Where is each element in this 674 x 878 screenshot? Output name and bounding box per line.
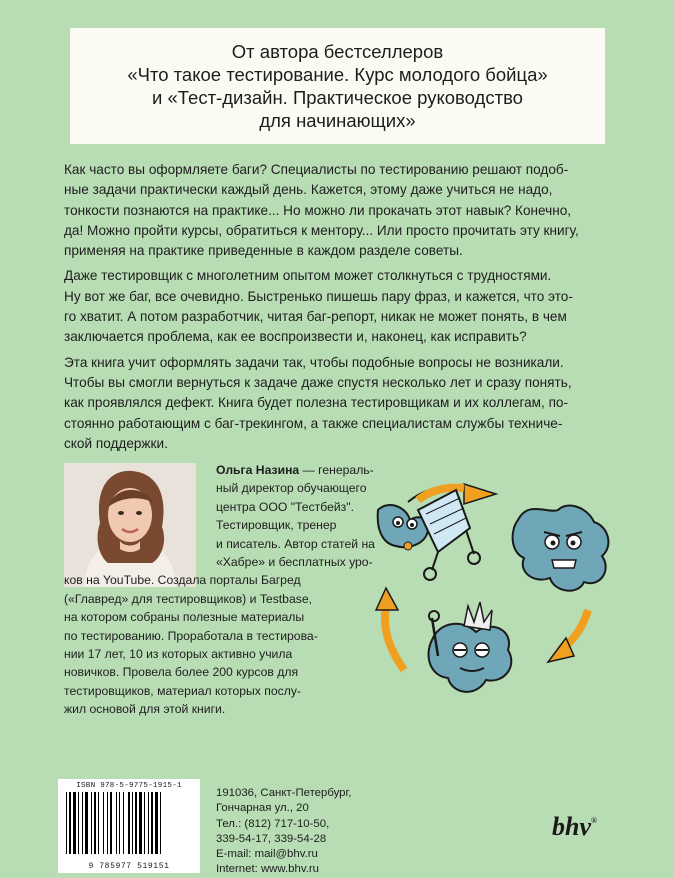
text-line: Как часто вы оформляете баги? Специалисты по тестированию решают подоб-: [64, 162, 569, 177]
text-line: Тел.: (812) 717-10-50,: [216, 817, 330, 830]
barcode-bar: [69, 792, 71, 854]
text-line: на котором собраны полезные материалы: [64, 610, 305, 625]
text-line: да! Можно пройти курсы, обратиться к ментору... Или просто прочитать эту книгу,: [64, 222, 579, 238]
intro-paragraph: [64, 266, 624, 347]
text-line: тестировщиков, материал которых послу-: [64, 683, 301, 698]
barcode-bar: [85, 792, 88, 854]
text-line: 191036, Санкт-Петербург,: [216, 787, 352, 799]
text-line: ков на YouTube. Создала порталы Багред: [64, 573, 301, 588]
barcode-bar: [144, 792, 145, 854]
author-title: — генераль-: [299, 463, 374, 477]
text-line: ской поддержки.: [64, 435, 168, 451]
barcode-bar: [73, 792, 76, 854]
intro-paragraph: [64, 353, 624, 454]
text-line: го хватит. А потом разработчик, читая баг-репорт, никак не может понять, в чем: [64, 309, 567, 325]
header-box: [70, 28, 605, 144]
barcode-bar: [116, 792, 117, 854]
intro-text: [64, 160, 624, 459]
barcode-bar: [132, 792, 133, 854]
text-line: тонкости познаются на практике... Но можно ли прокачать этот навык? Конечно,: [64, 202, 572, 218]
author-photo-image: [64, 463, 196, 587]
text-line: жил основой для этой книги.: [64, 702, 226, 717]
text-line: центра ООО "Тестбейз".: [216, 499, 354, 514]
text-line: Чтобы вы смогли вернуться к задаче даже спустя несколько лет и сразу понять,: [64, 374, 572, 390]
text-line: Тестировщик, тренер: [216, 518, 337, 533]
barcode-bars: [62, 790, 196, 856]
barcode-bar: [98, 792, 99, 854]
text-line: нии 17 лет, 10 из которых активно учила: [64, 647, 293, 662]
text-line: стоянно работающим с баг-трекингом, а также специалистам службы техниче-: [64, 415, 563, 431]
barcode-bar: [91, 792, 92, 854]
author-name: Ольга Назина: [216, 463, 300, 477]
text-line: применяя на практике приведенные в каждом разделе советы.: [64, 243, 463, 259]
text-line: по тестированию. Проработала в тестирова-: [64, 628, 318, 643]
barcode-bar: [148, 792, 149, 854]
barcode-bar: [107, 792, 108, 854]
text-line: E-mail: mail@bhv.ru: [216, 848, 318, 861]
barcode-bar: [78, 792, 79, 854]
barcode-bar: [94, 792, 96, 854]
angry-bug-icon: [513, 506, 609, 591]
header-line: От автора бестселлеров: [231, 41, 444, 62]
text-line: ные задачи практически каждый день. Кажется, этому даже учиться не надо,: [64, 182, 553, 198]
text-line: новичков. Провела более 200 курсов для: [64, 665, 299, 680]
text-line: 339-54-17, 339-54-28: [216, 832, 327, 845]
publisher-logo: [552, 812, 632, 848]
header-line: «Что такое тестирование. Курс молодого бойца»: [127, 64, 548, 85]
text-line: («Главред» для тестировщиков) и Testbase,: [64, 591, 312, 606]
barcode-bar: [103, 792, 104, 854]
text-line: Даже тестировщик с многолетним опытом может столкнуться с трудностями.: [64, 268, 552, 284]
text-line: как проявлялся дефект. Книга будет полезна тестировщикам и их коллегам, по-: [64, 395, 569, 411]
barcode-bar: [139, 792, 142, 854]
barcode-bar: [128, 792, 130, 854]
text-line: заключается проблема, как ее воспроизвести и, наконец, как исправить?: [64, 329, 527, 345]
text-line: и писатель. Автор статей на: [216, 536, 375, 551]
barcode-bar: [155, 792, 158, 854]
barcode-digits: 9 785977 519151: [88, 862, 170, 871]
old-bug-icon: [429, 602, 512, 692]
publisher-address: [216, 786, 416, 878]
intro-paragraph: [64, 160, 624, 261]
arrow-icon: [548, 610, 588, 662]
arrow-icon: [376, 588, 404, 670]
barcode-bar: [135, 792, 137, 854]
header-line: для начинающих»: [259, 110, 416, 131]
registered-icon: ®: [591, 816, 597, 825]
logo-text: bhv: [552, 812, 591, 841]
barcode-bar: [160, 792, 161, 854]
author-photo: [64, 463, 196, 587]
barcode-bar: [82, 792, 83, 854]
barcode-bar: [123, 792, 124, 854]
bug-lifecycle-illustration: [368, 470, 634, 720]
barcode-bar: [119, 792, 120, 854]
barcode: [58, 779, 200, 873]
isbn-label: ISBN 978-5-9775-1915-1: [76, 782, 182, 790]
text-line: Эта книга учит оформлять задачи так, чтобы подобные вопросы не возникали.: [64, 354, 564, 370]
barcode-bar: [110, 792, 112, 854]
text-line: «Хабре» и бесплатных уро-: [216, 555, 373, 570]
text-line: Ну вот же баг, все очевидно. Быстренько пишешь пару фраз, и кажется, что это-: [64, 288, 573, 304]
text-line: Гончарная ул., 20: [216, 802, 309, 815]
text-line: Internet: www.bhv.ru: [216, 863, 319, 876]
header-line: и «Тест-дизайн. Практическое руководство: [152, 87, 523, 108]
barcode-bar: [151, 792, 153, 854]
barcode-bar: [66, 792, 67, 854]
text-line: ный директор обучающего: [216, 481, 367, 496]
